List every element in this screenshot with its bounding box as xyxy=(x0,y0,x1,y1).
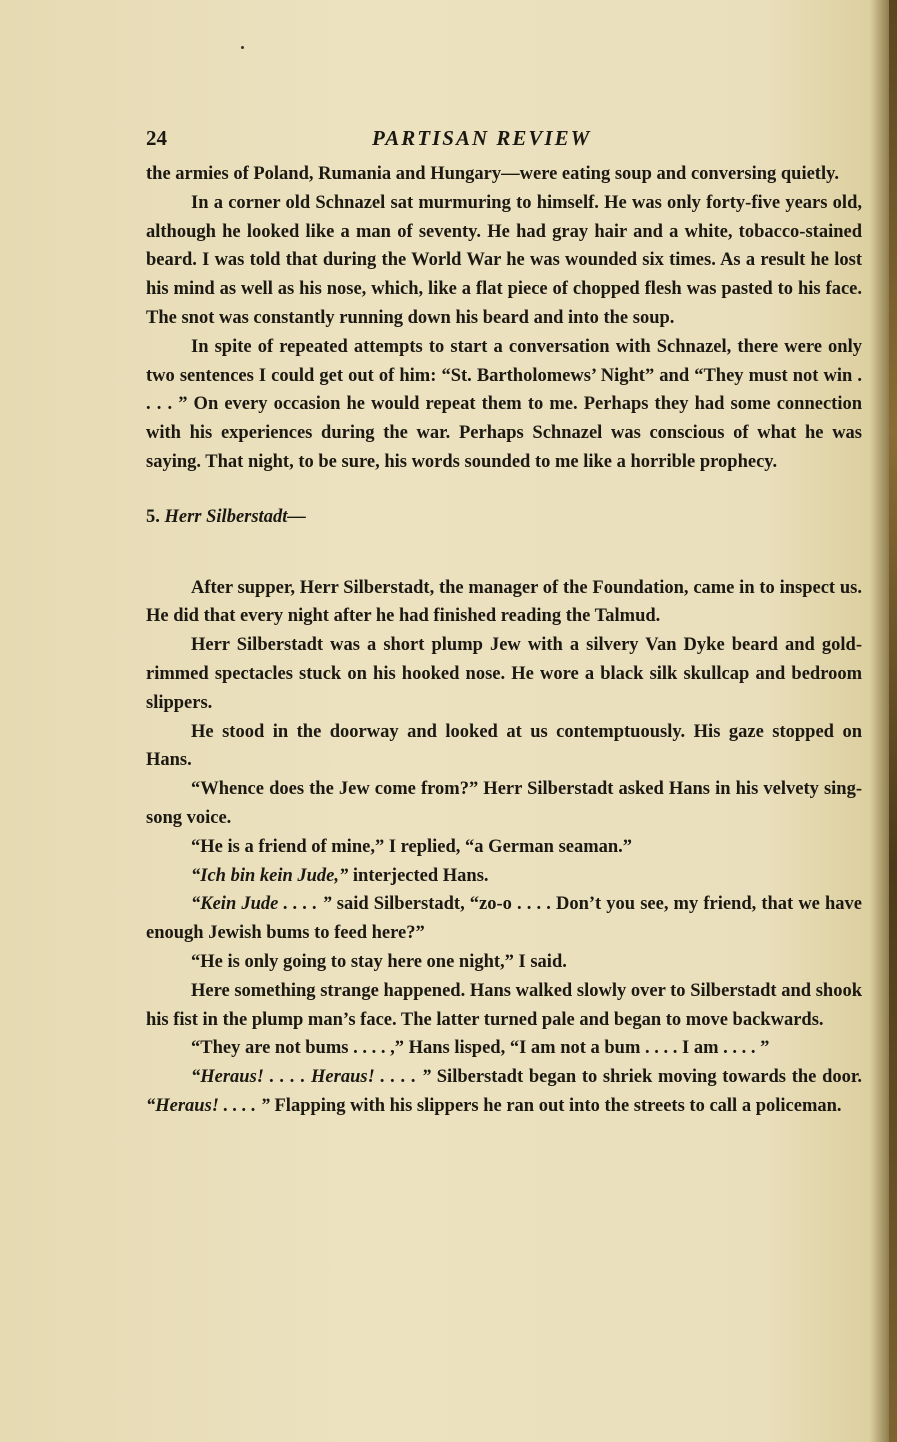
italic-phrase: “Ich bin kein Jude,” xyxy=(191,865,349,886)
italic-phrase: “Kein Jude . . . . ” xyxy=(191,894,332,915)
paragraph: “He is a friend of mine,” I replied, “a German seaman.” xyxy=(191,836,633,857)
ink-speck xyxy=(241,46,244,49)
paragraph-text: said Silberstadt, “zo-o . . . . Don’t you see, my friend, that we have enough Jewish bums to feed here?” xyxy=(146,894,862,944)
paragraph: In spite of repeated attempts to start a conversation with Schnazel, there were only two sentences I could get out of him: “St. Bartholomews’ Night” and “They must not win . . . . ” On every occasion he would repeat them to me. Perhaps they had some connection with his experiences during the war. Perhaps Schnazel was conscious of what he was saying. That night, to be sure, his words sounded to me like a horrible prophecy. xyxy=(146,336,862,472)
paragraph: He stood in the doorway and looked at us contemptuously. His gaze stopped on Hans. xyxy=(146,721,862,771)
paragraph: “He is only going to stay here one night,” I said. xyxy=(191,951,567,972)
paragraph-text: interjected Hans. xyxy=(348,865,489,886)
section-number: 5. xyxy=(146,506,160,527)
italic-phrase: “Heraus! . . . . Heraus! . . . . ” xyxy=(191,1067,432,1088)
section-title: Herr Silberstadt— xyxy=(164,506,306,527)
paragraph: Herr Silberstadt was a short plump Jew with a silvery Van Dyke beard and gold-rimmed spectacles stuck on his hooked nose. He wore a black silk skullcap and bedroom slippers. xyxy=(146,635,862,713)
paragraph: “They are not bums . . . . ,” Hans lisped, “I am not a bum . . . . I am . . . . ” xyxy=(191,1038,770,1059)
paragraph: After supper, Herr Silberstadt, the manager of the Foundation, came in to inspect us. He did that every night after he had finished reading the Talmud. xyxy=(146,577,862,627)
paragraph-text: Flapping with his slippers he ran out into the streets to call a policeman. xyxy=(269,1095,842,1116)
paragraph: Here something strange happened. Hans walked slowly over to Silberstadt and shook his fist in the plump man’s face. The latter turned pale and began to move backwards. xyxy=(146,980,862,1030)
section-heading xyxy=(146,503,862,532)
paragraph xyxy=(146,890,862,948)
page-edge xyxy=(889,0,897,1442)
paragraph xyxy=(146,1063,862,1121)
paragraph-text: Silberstadt began to shriek moving towards the door. xyxy=(431,1067,862,1088)
paragraph: “Whence does the Jew come from?” Herr Silberstadt asked Hans in his velvety sing-song voice. xyxy=(146,779,862,828)
running-title: PARTISAN REVIEW xyxy=(372,126,592,150)
page-header xyxy=(146,126,862,156)
paragraph xyxy=(146,862,862,891)
italic-phrase: “Heraus! . . . . ” xyxy=(146,1095,270,1116)
paragraph: In a corner old Schnazel sat murmuring to himself. He was only forty-five years old, although he looked like a man of seventy. He had gray hair and a white, tobacco-stained beard. I was told that during the World War he was wounded six times. As a result he lost his mind as well as his nose, which, like a flat piece of chopped flesh was pasted to his face. The snot was constantly running down his beard and into the soup. xyxy=(146,192,862,328)
paragraph: the armies of Poland, Rumania and Hungary—were eating soup and conversing quietly. xyxy=(146,164,839,184)
page-number: 24 xyxy=(146,126,167,150)
body-text xyxy=(146,160,862,1121)
